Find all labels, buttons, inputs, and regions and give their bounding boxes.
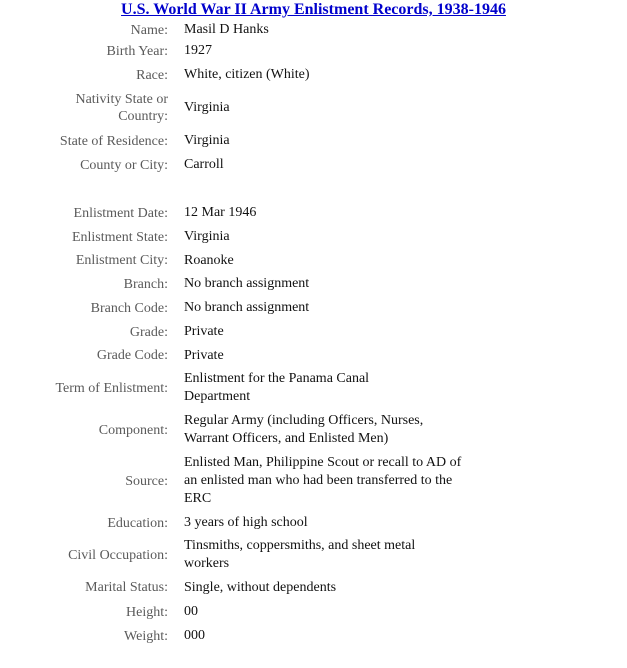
field-label: Source: — [125, 473, 168, 489]
field-label: Marital Status: — [85, 580, 168, 595]
field-row-source — [0, 451, 627, 511]
field-value: Virginia — [184, 100, 230, 115]
record-details — [0, 21, 627, 648]
field-value: White, citizen (White) — [184, 67, 310, 82]
field-row-grade-code — [0, 344, 627, 367]
field-row-enlistment-state — [0, 225, 627, 249]
field-label: Name: — [130, 22, 168, 38]
section-spacer — [0, 177, 627, 201]
field-row-grade — [0, 320, 627, 344]
field-label: Branch: — [123, 276, 168, 292]
field-label: Grade: — [129, 324, 168, 340]
field-value: No branch assignment — [184, 276, 310, 291]
field-value: Enlisted Man, Philippine Scout or recall to AD of an enlisted man who had been transferred to the ERC — [184, 455, 462, 506]
field-label: Branch Code: — [90, 300, 168, 316]
field-label: Enlistment Date: — [73, 205, 168, 221]
field-row-enlistment-city — [0, 249, 627, 272]
field-label: Nativity State or Country: — [75, 92, 168, 124]
field-label: Race: — [136, 67, 168, 83]
field-row-term — [0, 367, 627, 409]
field-row-civil-occupation — [0, 535, 627, 575]
field-label: Civil Occupation: — [68, 547, 168, 563]
field-value: Enlistment for the Panama Canal Department — [184, 371, 370, 404]
field-label: Weight: — [124, 628, 168, 644]
field-label: Education: — [107, 515, 168, 531]
field-row-enlistment-date — [0, 201, 627, 225]
field-value: No branch assignment — [184, 300, 310, 315]
field-label: Birth Year: — [106, 43, 168, 59]
field-value: Private — [184, 347, 224, 363]
field-value: 000 — [184, 628, 205, 643]
field-row-residence — [0, 129, 627, 153]
field-value: Private — [184, 324, 224, 339]
field-value: Virginia — [184, 133, 230, 148]
field-value: Regular Army (including Officers, Nurses, Warrant Officers, and Enlisted Men) — [184, 413, 424, 446]
field-value: Single, without dependents — [184, 579, 337, 595]
field-row-education — [0, 511, 627, 535]
field-label: State of Residence: — [59, 133, 168, 149]
field-value: Carroll — [184, 157, 224, 172]
field-row-weight — [0, 624, 627, 648]
field-value: Roanoke — [184, 252, 234, 268]
field-row-branch — [0, 272, 627, 296]
field-row-name — [0, 21, 627, 39]
field-value: 3 years of high school — [184, 515, 308, 530]
page-title-link[interactable]: U.S. World War II Army Enlistment Records, 1938-1946 — [121, 1, 506, 18]
field-value: 00 — [184, 604, 198, 619]
field-row-race — [0, 63, 627, 87]
field-value: 1927 — [184, 43, 212, 58]
field-row-birth-year — [0, 39, 627, 63]
field-label: County or City: — [80, 157, 168, 173]
field-value: 12 Mar 1946 — [184, 205, 257, 220]
field-row-marital-status — [0, 575, 627, 600]
field-label: Enlistment State: — [71, 229, 168, 245]
field-row-county — [0, 153, 627, 177]
field-label: Enlistment City: — [75, 253, 168, 268]
field-value: Tinsmiths, coppersmiths, and sheet metal workers — [184, 538, 416, 571]
field-row-nativity — [0, 87, 627, 129]
field-value: Masil D Hanks — [184, 22, 269, 37]
field-row-height — [0, 600, 627, 624]
field-row-component — [0, 409, 627, 451]
field-value: Virginia — [184, 229, 230, 244]
field-label: Grade Code: — [96, 348, 168, 363]
field-row-branch-code — [0, 296, 627, 320]
field-label: Height: — [126, 604, 168, 620]
field-label: Component: — [98, 422, 168, 438]
field-label: Term of Enlistment: — [55, 380, 168, 396]
